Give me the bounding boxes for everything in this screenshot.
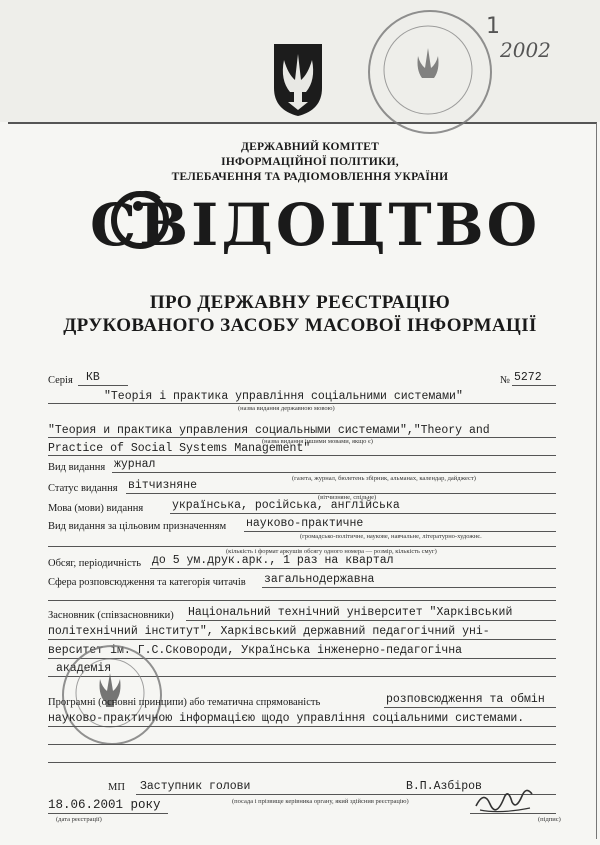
status-value: вітчизняне (128, 479, 198, 492)
founders-label: Засновник (співзасновники) (48, 610, 174, 621)
date-hint: (дата реєстрації) (56, 816, 102, 823)
certificate-title (90, 180, 541, 270)
series-value: КВ (86, 371, 100, 384)
program-label: Програмні (основні принципи) або тематична спрямованість (48, 697, 321, 708)
type-hint: (газета, журнал, бюлетень збірник, альманах, календар, дайджест) (292, 475, 476, 482)
official-position: Заступник голови (140, 780, 251, 793)
program-rule-2 (48, 726, 556, 727)
other-names-hint: (назва видання іншими мовами, якщо є) (262, 438, 373, 445)
title-text: СВІДОЦТВО (90, 191, 541, 259)
type-rule (112, 472, 556, 473)
issuer-block (160, 140, 460, 185)
status-label: Статус видання (48, 483, 118, 494)
number-rule (512, 385, 556, 386)
program-line-1: розповсюдження та обмін (386, 693, 545, 706)
registration-date: 18.06.2001 року (48, 798, 161, 812)
number-value: 5272 (514, 371, 542, 384)
subtitle-line-1: ПРО ДЕРЖАВНУ РЕЄСТРАЦІЮ (149, 292, 451, 313)
volume-rule (150, 568, 556, 569)
founders-rule-2 (48, 639, 556, 640)
purpose-label: Вид видання за цільовим призначенням (48, 521, 227, 532)
purpose-hint: (громадсько-політичне, наукове, навчальне, літературно-художнє. (300, 533, 482, 540)
founders-line-4: академія (56, 662, 112, 675)
status-hint: (вітчизняне, спільне) (318, 494, 377, 501)
other-names-line-1: "Теория и практика управления социальными системами","Theory and (48, 424, 490, 437)
other-names-line-2: Practice of Social Systems Management" (48, 442, 311, 455)
scope-extra-rule (48, 600, 556, 601)
coat-of-arms-emblem (270, 40, 326, 118)
stamp-inner-ring (368, 10, 488, 130)
volume-label: Обсяг, періодичність (48, 558, 141, 569)
number-label: № (500, 375, 511, 386)
languages-value: українська, російська, англійська (172, 499, 400, 512)
official-name: В.П.Азбіров (406, 780, 482, 793)
series-rule (78, 385, 128, 386)
type-label: Вид видання (48, 462, 106, 473)
name-hint: (назва видання державною мовою) (238, 405, 335, 412)
purpose-extra-rule (48, 546, 556, 547)
founders-line-3: верситет ім. Г.С.Сковороди, Українська інженерно-педагогічна (48, 644, 463, 657)
seal-place-label: МП (108, 782, 125, 793)
official-hint: (посада і прізвище керівника органу, який здійснив реєстрацію) (232, 798, 409, 805)
series-label: Серія (48, 375, 73, 386)
publication-name: "Теорія і практика управління соціальними системами" (104, 390, 463, 403)
official-stamp-left (62, 645, 162, 745)
stamp-handwritten-number: 1 (486, 14, 500, 39)
official-stamp-top (368, 10, 492, 134)
purpose-value: науково-практичне (246, 517, 364, 530)
scope-value: загальнодержавна (264, 573, 375, 586)
program-rule-3 (48, 744, 556, 745)
founders-line-2: політехнічний інститут", Харківський державний педагогічний уні- (48, 625, 490, 638)
program-rule-1 (384, 707, 556, 708)
subtitle-line-2: ДРУКОВАНОГО ЗАСОБУ МАСОВОЇ ІНФОРМАЦІЇ (63, 315, 537, 336)
volume-hint: (кількість і формат аркушів обсягу одного номера — розмір, кількість смуг) (226, 548, 437, 555)
program-line-2: науково-практичною інформацією щодо управління соціальними системами. (48, 712, 525, 725)
issuer-line: ТЕЛЕБАЧЕННЯ ТА РАДІОМОВЛЕННЯ УКРАЇНИ (171, 171, 449, 183)
program-rule-4 (48, 762, 556, 763)
languages-label: Мова (мови) видання (48, 503, 144, 514)
languages-rule (170, 513, 556, 514)
handwritten-signature (470, 770, 540, 820)
issuer-line: ІНФОРМАЦІЙНОЇ ПОЛІТИКИ, (221, 156, 399, 168)
date-rule (48, 813, 168, 814)
stamp-handwritten-date: 2002 (500, 38, 551, 62)
type-value: журнал (114, 458, 156, 471)
other-names-rule-2 (48, 455, 556, 456)
purpose-rule (244, 531, 556, 532)
volume-value: до 5 ум.друк.арк., 1 раз на квартал (152, 554, 394, 567)
scope-rule (262, 587, 556, 588)
name-rule (48, 403, 556, 404)
issuer-line: ДЕРЖАВНИЙ КОМІТЕТ (241, 141, 379, 153)
scope-label: Сфера розповсюдження та категорія читачів (48, 577, 246, 588)
signature-hint: (підпис) (538, 816, 561, 823)
founders-line-1: Національний технічний університет "Харківський (188, 606, 513, 619)
founders-rule-1 (186, 620, 556, 621)
